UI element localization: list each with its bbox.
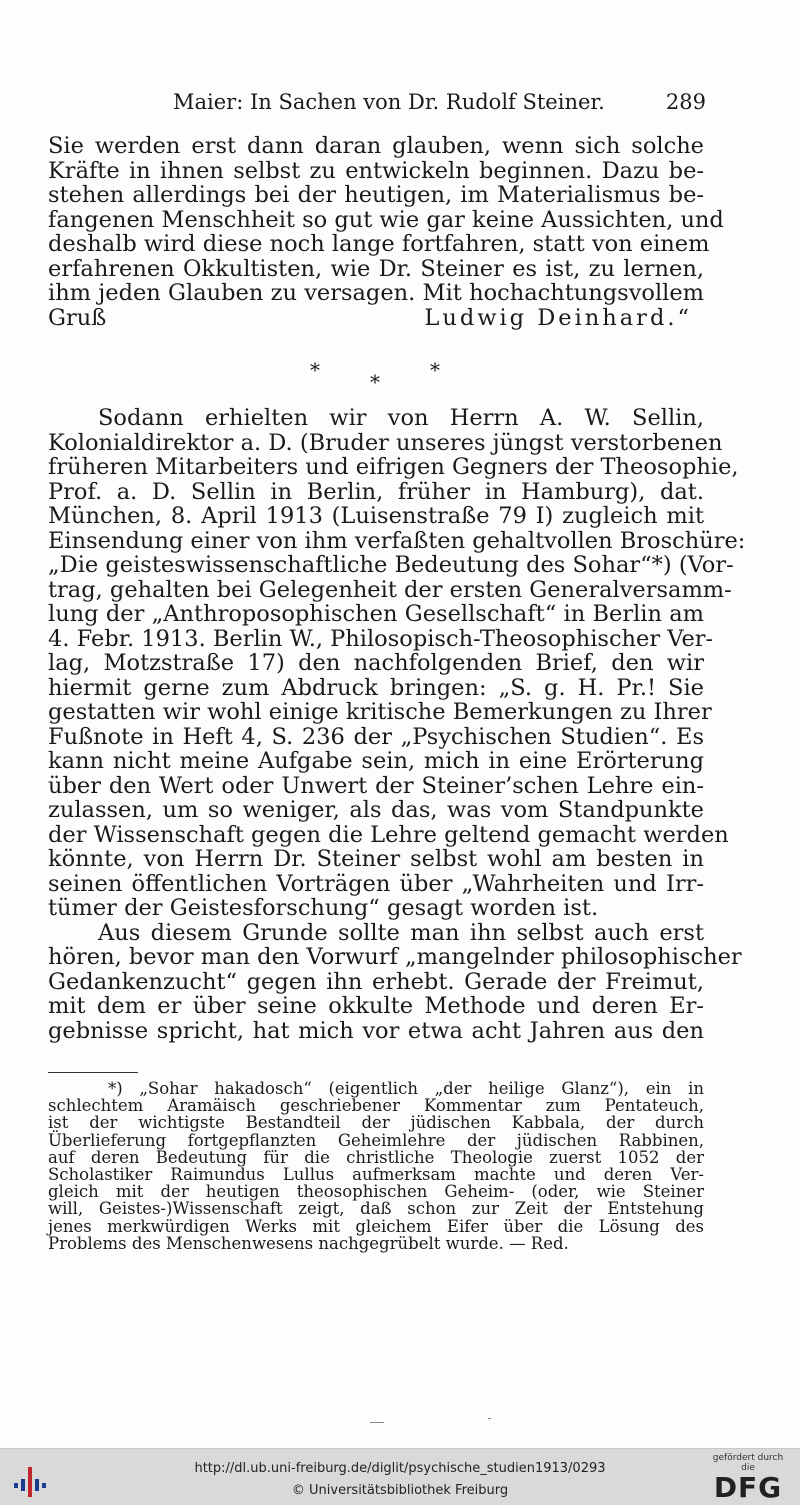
- text-line: Sodann erhielten wir von Herrn A. W. Sellin,: [98, 405, 704, 431]
- text-line: hiermit gerne zum Abdruck bringen: „S. g. H. Pr.! Sie: [48, 674, 704, 701]
- text-line: Fußnote in Heft 4, S. 236 der „Psychischen Studien“. Es: [48, 723, 704, 750]
- text-line: mit dem er über seine okkulte Methode und deren Er-: [48, 993, 704, 1019]
- text-line: gestatten wir wohl einige kritische Bemerkungen zu Ihrer: [48, 699, 712, 725]
- text-line: München, 8. April 1913 (Luisenstraße 79 I) zugleich mit: [48, 503, 704, 529]
- text-line: über den Wert oder Unwert der Steiner’schen Lehre ein-: [48, 772, 704, 799]
- separator-star: *: [430, 358, 440, 382]
- separator-star: *: [310, 358, 320, 382]
- text-line: „Die geisteswissenschaftliche Bedeutung des Sohar“*) (Vor-: [48, 552, 734, 578]
- footnote-line: ist der wichtigste Bestandteil der jüdischen Kabbala, der durch: [48, 1113, 704, 1133]
- separator-star: *: [370, 370, 380, 394]
- copyright-notice: © Universitätsbibliothek Freiburg: [291, 1483, 509, 1498]
- footnote-line: schlechtem Aramäisch geschriebener Kommentar zum Pentateuch,: [48, 1096, 704, 1116]
- text-line: tümer der Geistesforschung“ gesagt worden ist.: [48, 895, 599, 921]
- footnote-line: will, Geistes-)Wissenschaft zeigt, daß schon zur Zeit der Entstehung: [48, 1199, 704, 1219]
- text-line: der Wissenschaft gegen die Lehre geltend gemacht werden: [48, 821, 729, 848]
- text-line: ihm jeden Glauben zu versagen. Mit hochachtungsvollem: [48, 280, 704, 306]
- text-line: gebnisse spricht, hat mich vor etwa acht Jahren aus den: [48, 1017, 704, 1044]
- text-line: früheren Mitarbeiters und eifrigen Gegners der Theosophie,: [48, 454, 739, 480]
- text-line: 4. Febr. 1913. Berlin W., Philosopisch-Theosophischer Ver-: [48, 625, 714, 652]
- page-number: 289: [665, 90, 706, 114]
- text-line: lung der „Anthroposophischen Gesellschaft“ in Berlin am: [48, 601, 704, 627]
- text-line: Sie werden erst dann daran glauben, wenn sich solche: [48, 133, 704, 159]
- dfg-funding-label: gefördert durch die: [712, 1453, 784, 1473]
- footnote-line: Überlieferung fortgepflanzten Geheimlehre der jüdischen Rabbinen,: [48, 1130, 704, 1150]
- footnote-line: jenes merkwürdigen Werks mit gleichem Eifer über die Lösung des: [48, 1216, 704, 1236]
- dfg-wordmark: DFG: [713, 1471, 783, 1504]
- footnote-line: auf deren Bedeutung für die christliche Theologie zuerst 1052 der: [48, 1147, 704, 1167]
- footnote-rule: [48, 1072, 138, 1073]
- text-line: trag, gehalten bei Gelegenheit der ersten Generalversamm-: [48, 576, 732, 603]
- text-line: erfahrenen Okkultisten, wie Dr. Steiner es ist, zu lernen,: [48, 255, 704, 282]
- footnote-line: *) „Sohar hakadosch“ (eigentlich „der heilige Glanz“), ein in: [108, 1079, 704, 1098]
- text-line: Kolonialdirektor a. D. (Bruder unseres jüngst verstorbenen: [48, 429, 723, 456]
- text-line: hören, bevor man den Vorwurf „mangelnder philosophischer: [48, 944, 742, 970]
- running-header: [48, 90, 708, 116]
- text-line: Gedankenzucht“ gegen ihn erhebt. Gerade der Freimut,: [48, 968, 704, 995]
- text-line: könnte, von Herrn Dr. Steiner selbst wohl am besten in: [48, 846, 704, 872]
- footnote: [48, 1080, 704, 1252]
- text-line: deshalb wird diese noch lange fortfahren, statt von einem: [48, 231, 710, 257]
- text-line: Prof. a. D. Sellin in Berlin, früher in Hamburg), dat.: [48, 478, 704, 505]
- letter-ending: [48, 133, 724, 331]
- text-line: Einsendung einer von ihm verfaßten gehaltvollen Broschüre:: [48, 527, 746, 554]
- footnote-line: Problems des Menschenwesens nachgegrübelt wurde. — Red.: [48, 1233, 569, 1253]
- text-line: Aus diesem Grunde sollte man ihn selbst auch erst: [98, 919, 704, 946]
- footnote-line: Scholastiker Raimundus Lullus aufmerksam machte und deren Ver-: [48, 1164, 704, 1184]
- text-line: Kräfte in ihnen selbst zu entwickeln beginnen. Dazu be-: [48, 157, 704, 184]
- closing-line: [48, 306, 704, 331]
- viewer-footer: [0, 1448, 800, 1505]
- printer-mark: [370, 1418, 500, 1422]
- text-line: lag, Motzstraße 17) den nachfolgenden Brief, den wir: [48, 650, 704, 676]
- text-line: seinen öffentlichen Vorträgen über „Wahrheiten und Irr-: [48, 870, 704, 897]
- running-title: Maier: In Sachen von Dr. Rudolf Steiner.: [173, 90, 605, 114]
- dfg-logo: [706, 1453, 790, 1504]
- closing-greeting: Gruß: [48, 304, 107, 331]
- text-line: zulassen, um so weniger, als das, was vom Standpunkte: [48, 797, 704, 823]
- text-line: stehen allerdings bei der heutigen, im Materialismus be-: [48, 182, 704, 208]
- signature: Ludwig Deinhard.“: [424, 304, 692, 331]
- section-separator: [300, 356, 450, 394]
- main-text: [48, 405, 746, 1044]
- text-line: fangenen Menschheit so gut wie gar keine Aussichten, und: [48, 206, 724, 233]
- footnote-line: gleich mit der heutigen theosophischen Geheim- (oder, wie Steiner: [48, 1182, 704, 1202]
- permalink-url[interactable]: http://dl.ub.uni-freiburg.de/diglit/psychische_studien1913/0293: [194, 1461, 606, 1476]
- text-line: kann nicht meine Aufgabe sein, mich in eine Erörterung: [48, 748, 704, 774]
